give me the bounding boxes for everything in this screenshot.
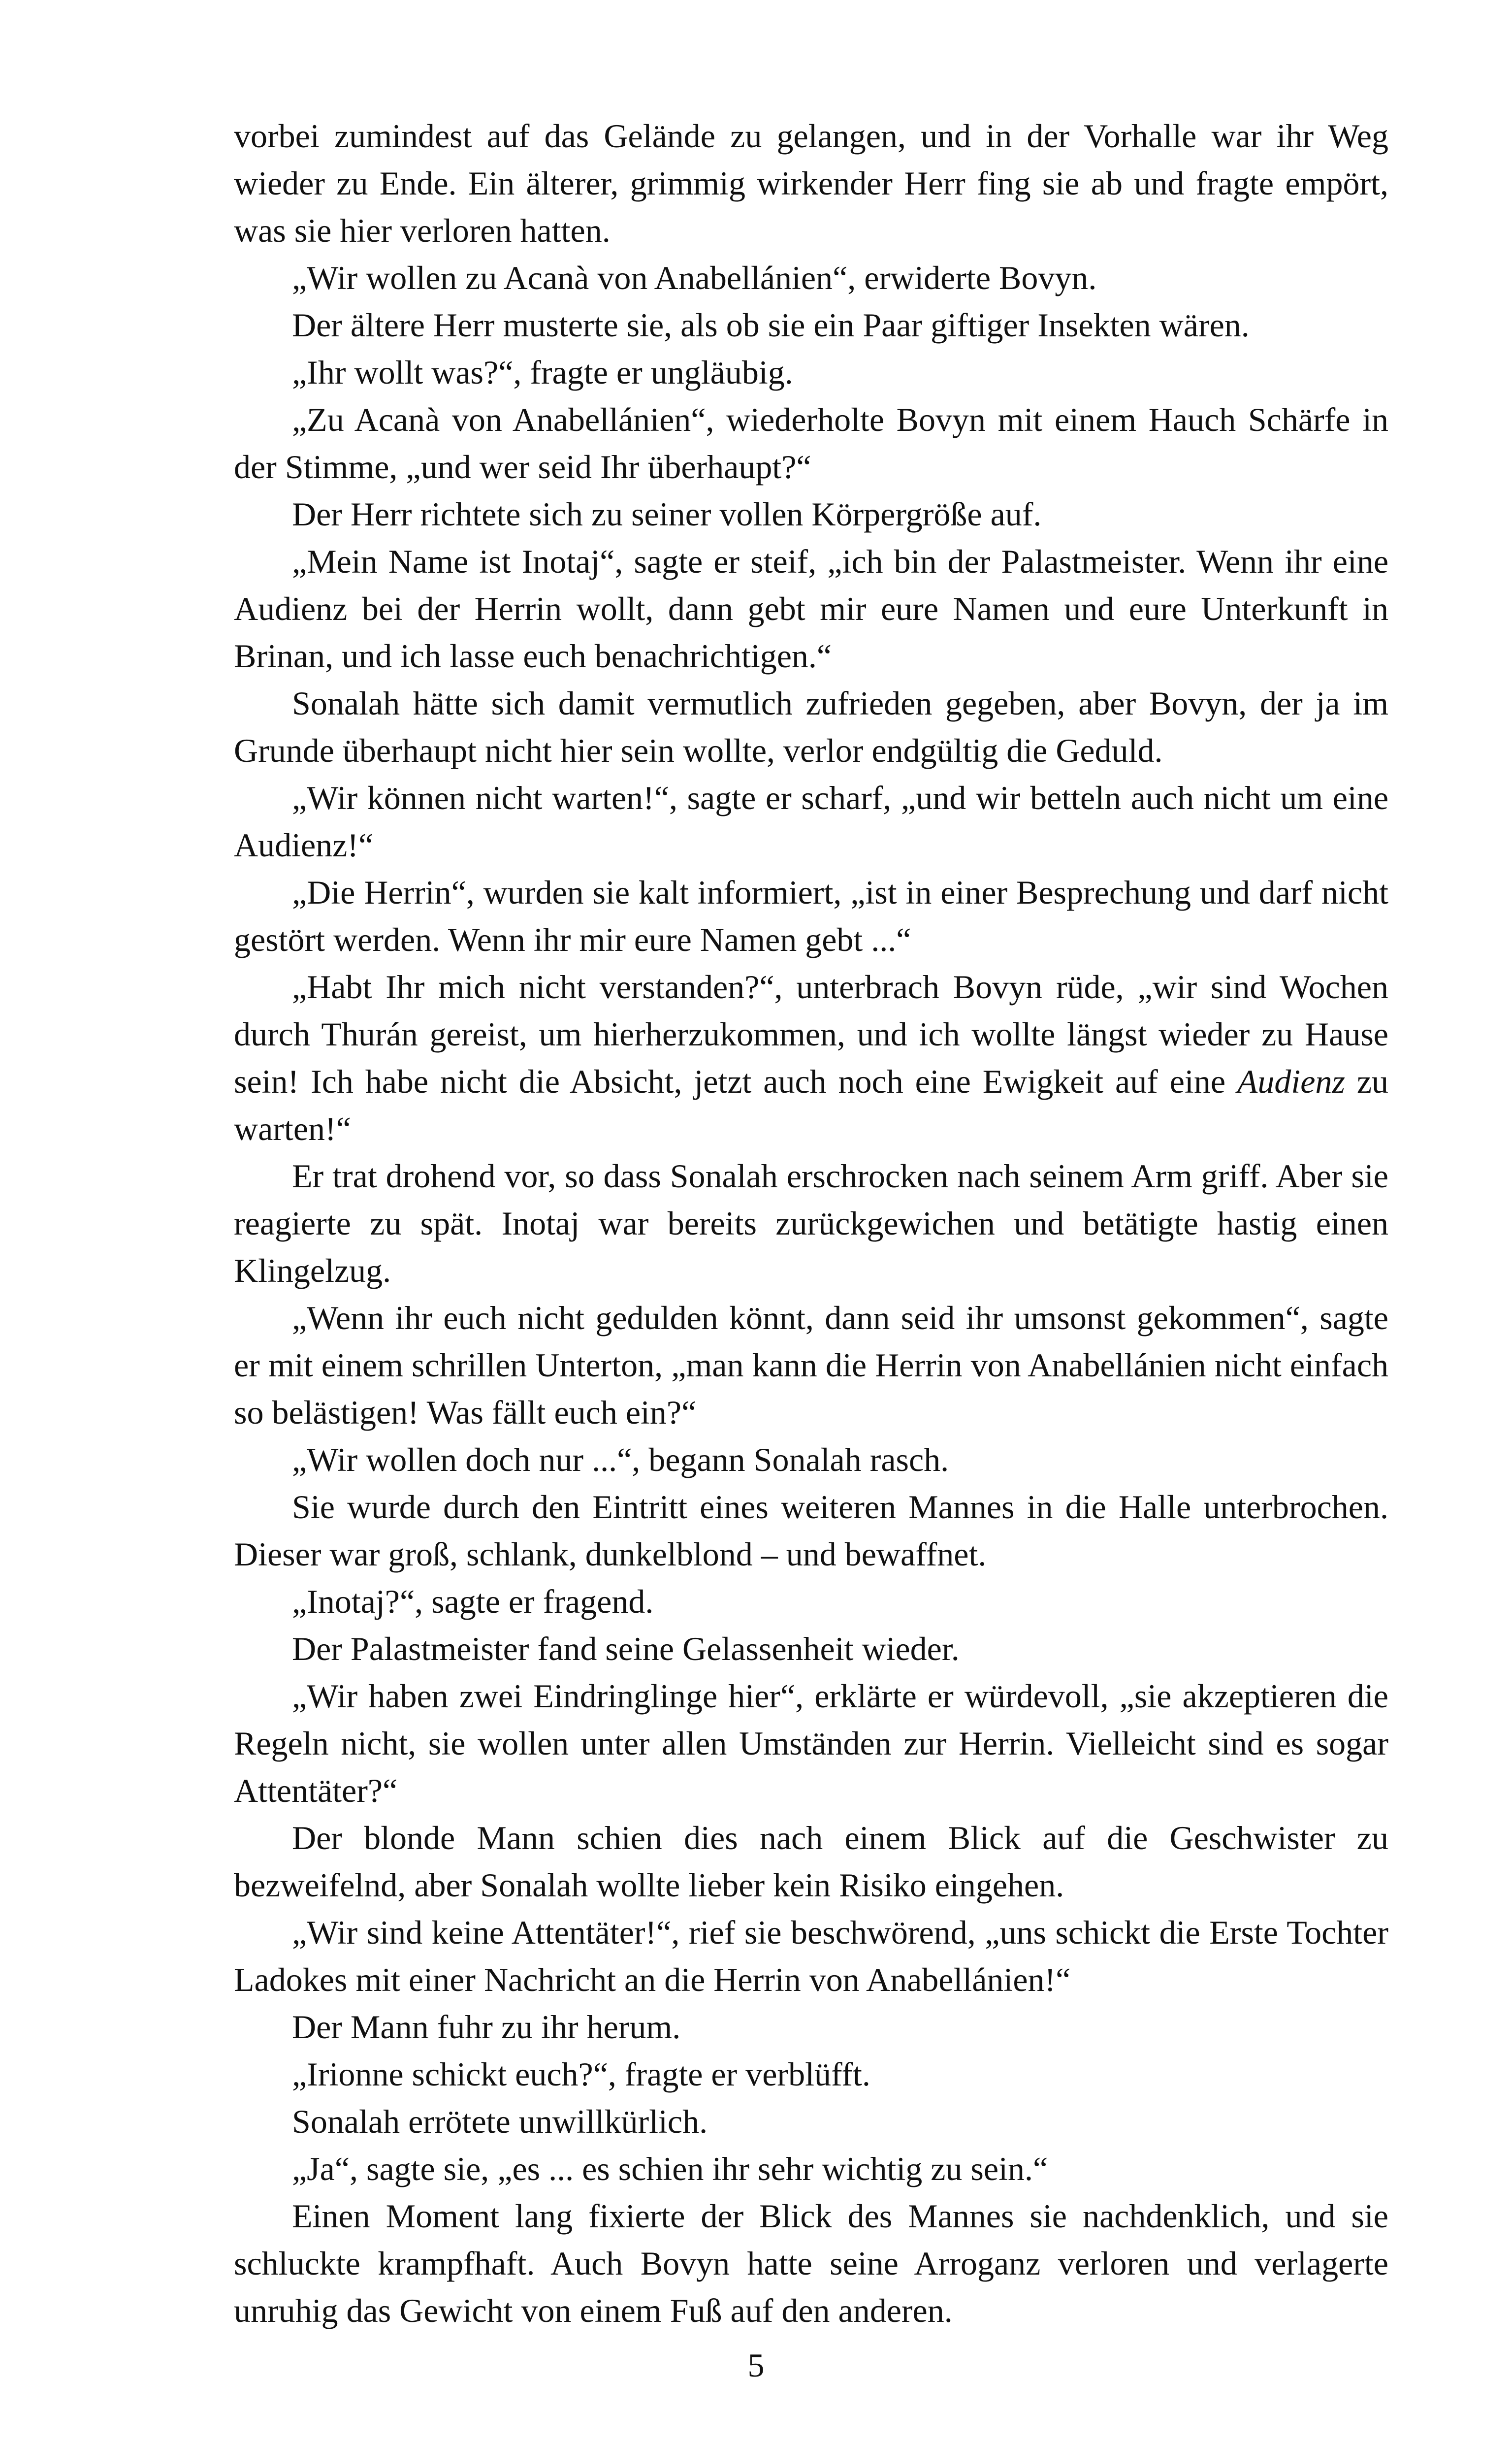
paragraph: „Ja“, sagte sie, „es ... es schien ihr sehr wichtig zu sein.“ (292, 2150, 1048, 2187)
paragraph: „Wir wollen zu Acanà von Anabellánien“, erwiderte Bovyn. (292, 259, 1097, 296)
paragraph: Der Mann fuhr zu ihr herum. (292, 2008, 681, 2046)
paragraph: Der Herr richtete sich zu seiner vollen Körpergröße auf. (292, 495, 1042, 533)
paragraph: „Wenn ihr euch nicht gedulden könnt, dann seid ihr umsonst gekommen“, sagte er mit einem schrillen Unterton, „man kann die Herrin von Anabellánien nicht einfach so belästigen! Was fällt euch ein?“ (234, 1299, 1388, 1431)
emphasized-word: Audienz (1237, 1063, 1345, 1100)
paragraph: „Wir haben zwei Eindringlinge hier“, erklärte er würdevoll, „sie akzeptieren die Regeln nicht, sie wollen unter allen Umständen zur Herrin. Vielleicht sind es sogar Attentäter?“ (234, 1677, 1388, 1809)
paragraph: Der blonde Mann schien dies nach einem Blick auf die Geschwister zu bezweifelnd, aber Sonalah wollte lieber kein Risiko eingehen. (234, 1819, 1388, 1904)
paragraph: Der ältere Herr musterte sie, als ob sie ein Paar giftiger Insekten wären. (292, 306, 1250, 344)
paragraph: „Ihr wollt was?“, fragte er ungläubig. (292, 354, 793, 391)
paragraph: „Wir wollen doch nur ...“, begann Sonalah rasch. (292, 1441, 949, 1478)
paragraph: Sie wurde durch den Eintritt eines weiteren Mannes in die Halle unterbrochen. Dieser war groß, schlank, dunkelblond – und bewaffnet. (234, 1488, 1388, 1573)
paragraph: Sonalah hätte sich damit vermutlich zufrieden gegeben, aber Bovyn, der ja im Grunde überhaupt nicht hier sein wollte, verlor endgültig die Geduld. (234, 684, 1388, 769)
paragraph: „Mein Name ist Inotaj“, sagte er steif, „ich bin der Palastmeister. Wenn ihr eine Audienz bei der Herrin wollt, dann gebt mir eure Namen und eure Unterkunft in Brinan, und ich lasse euch benachrichtigen.“ (234, 543, 1388, 675)
paragraph: „Die Herrin“, wurden sie kalt informiert, „ist in einer Besprechung und darf nicht gestört werden. Wenn ihr mir eure Namen gebt ...“ (234, 874, 1388, 958)
page-number: 5 (747, 2346, 765, 2384)
paragraph: Der Palastmeister fand seine Gelassenheit wieder. (292, 1630, 960, 1667)
paragraph: „Habt Ihr mich nicht verstanden?“, unterbrach Bovyn rüde, „wir sind Wochen durch Thurán gereist, um hierherzukommen, und ich wollte längst wieder zu Hause sein! Ich habe nicht die Absicht, jetzt auch noch eine Ewigkeit auf eine Audienz zu warten!“ (234, 968, 1388, 1147)
paragraph: vorbei zumindest auf das Gelände zu gelangen, und in der Vorhalle war ihr Weg wieder zu Ende. Ein älterer, grimmig wirkender Herr fing sie ab und fragte empört, was sie hier verloren hatten. (234, 117, 1388, 249)
paragraph: Er trat drohend vor, so dass Sonalah erschrocken nach seinem Arm griff. Aber sie reagierte zu spät. Inotaj war bereits zurückgewichen und betätigte hastig einen Klingelzug. (234, 1157, 1388, 1289)
paragraph: Einen Moment lang fixierte der Blick des Mannes sie nachdenklich, und sie schluckte krampfhaft. Auch Bovyn hatte seine Arroganz verloren und verlagerte unruhig das Gewicht von einem Fuß auf den anderen. (234, 2197, 1388, 2329)
paragraph: „Wir können nicht warten!“, sagte er scharf, „und wir betteln auch nicht um eine Audienz!“ (234, 779, 1388, 864)
paragraph: „Inotaj?“, sagte er fragend. (292, 1583, 654, 1620)
paragraph: „Zu Acanà von Anabellánien“, wiederholte Bovyn mit einem Hauch Schärfe in der Stimme, „und wer seid Ihr überhaupt?“ (234, 401, 1388, 486)
paragraph: „Wir sind keine Attentäter!“, rief sie beschwörend, „uns schickt die Erste Tochter Ladokes mit einer Nachricht an die Herrin von Anabellánien!“ (234, 1914, 1388, 1998)
paragraph: „Irionne schickt euch?“, fragte er verblüfft. (292, 2055, 870, 2093)
body-text (234, 112, 1388, 2334)
paragraph: Sonalah errötete unwillkürlich. (292, 2103, 708, 2140)
